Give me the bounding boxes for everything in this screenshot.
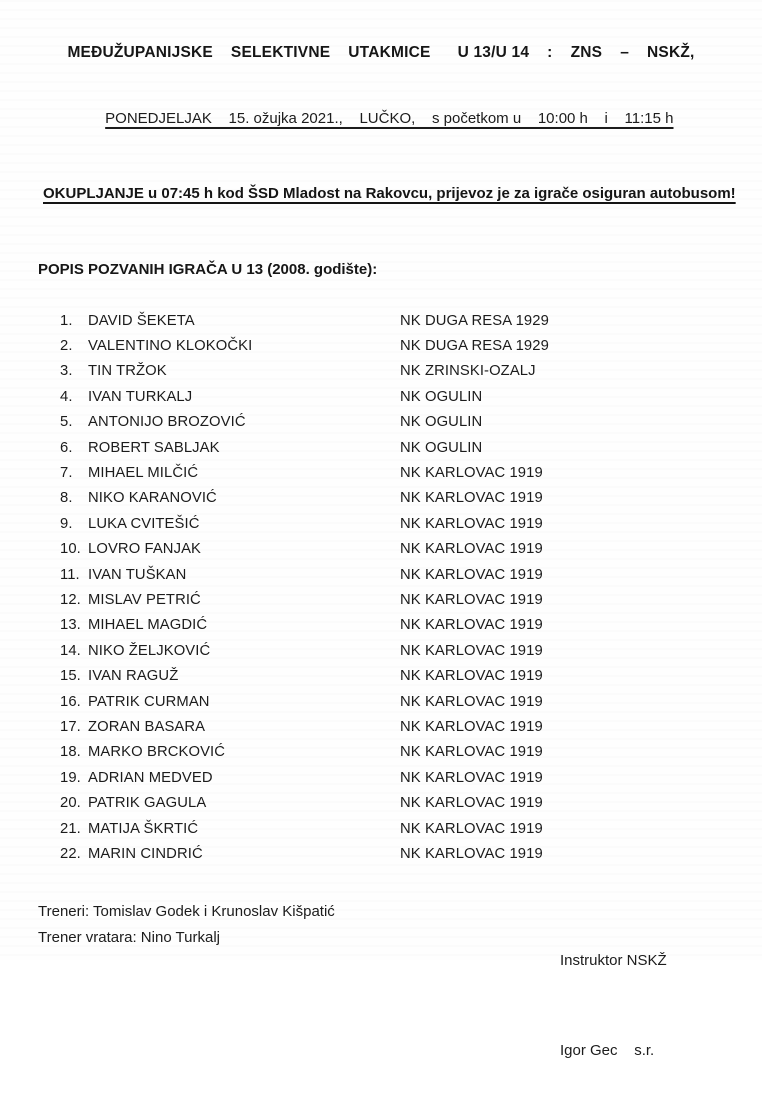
player-number: 15. bbox=[60, 668, 81, 685]
player-number: 22. bbox=[60, 845, 81, 862]
player-club: NK KARLOVAC 1919 bbox=[400, 718, 543, 735]
player-name: ROBERT SABLJAK bbox=[88, 439, 220, 456]
player-number: 19. bbox=[60, 769, 81, 786]
document-subtitle bbox=[26, 93, 736, 144]
player-number: 8. bbox=[60, 490, 73, 507]
player-name: MIHAEL MILČIĆ bbox=[88, 465, 199, 482]
table-row bbox=[60, 460, 736, 485]
table-row bbox=[60, 689, 736, 714]
table-row bbox=[60, 587, 736, 612]
player-name: NIKO ŽELJKOVIĆ bbox=[88, 642, 211, 659]
player-name: MARKO BRCKOVIĆ bbox=[88, 744, 226, 761]
table-row bbox=[60, 638, 736, 663]
table-row bbox=[60, 511, 736, 536]
player-number: 4. bbox=[60, 388, 73, 405]
player-number: 14. bbox=[60, 642, 81, 659]
table-row bbox=[60, 537, 736, 562]
player-number: 5. bbox=[60, 414, 73, 431]
player-number: 13. bbox=[60, 617, 81, 634]
table-row bbox=[60, 714, 736, 739]
table-row bbox=[60, 841, 736, 866]
player-club: NK KARLOVAC 1919 bbox=[400, 490, 543, 507]
assembly-notice bbox=[26, 168, 736, 219]
player-name: MATIJA ŠKRTIĆ bbox=[88, 820, 199, 837]
player-club: NK KARLOVAC 1919 bbox=[400, 515, 543, 532]
player-club: NK KARLOVAC 1919 bbox=[400, 541, 543, 558]
goalkeeper-coach-line: Trener vratara: Nino Turkalj bbox=[38, 928, 221, 946]
player-number: 17. bbox=[60, 718, 81, 735]
table-row bbox=[60, 333, 736, 358]
player-name: VALENTINO KLOKOČKI bbox=[88, 338, 253, 355]
player-number: 7. bbox=[60, 465, 73, 482]
player-club: NK DUGA RESA 1929 bbox=[400, 312, 549, 329]
player-club: NK KARLOVAC 1919 bbox=[400, 795, 543, 812]
player-name: LOVRO FANJAK bbox=[88, 541, 202, 558]
table-row bbox=[60, 765, 736, 790]
player-club: NK OGULIN bbox=[400, 439, 483, 456]
table-row bbox=[60, 486, 736, 511]
player-name: LUKA CVITEŠIĆ bbox=[88, 515, 200, 532]
table-row bbox=[60, 816, 736, 841]
notice-text: OKUPLJANJE u 07:45 h kod ŠSD Mladost na Rakovcu, prijevoz je za igrače osiguran autobusom! bbox=[43, 185, 736, 202]
table-row bbox=[60, 740, 736, 765]
player-name: MIHAEL MAGDIĆ bbox=[88, 617, 208, 634]
player-name: PATRIK GAGULA bbox=[88, 795, 207, 812]
table-row bbox=[60, 562, 736, 587]
player-club: NK KARLOVAC 1919 bbox=[400, 566, 543, 583]
player-number: 2. bbox=[60, 338, 73, 355]
signature-title: Instruktor NSKŽ bbox=[560, 952, 667, 969]
subtitle-text: PONEDJELJAK 15. ožujka 2021., LUČKO, s početkom u 10:00 h i 11:15 h bbox=[105, 110, 674, 127]
player-name: PATRIK CURMAN bbox=[88, 693, 210, 710]
table-row bbox=[60, 359, 736, 384]
table-row bbox=[60, 308, 736, 333]
player-club: NK KARLOVAC 1919 bbox=[400, 769, 543, 786]
table-row bbox=[60, 435, 736, 460]
player-name: ZORAN BASARA bbox=[88, 718, 206, 735]
player-club: NK KARLOVAC 1919 bbox=[400, 744, 543, 761]
table-row bbox=[60, 384, 736, 409]
table-row bbox=[60, 410, 736, 435]
player-club: NK KARLOVAC 1919 bbox=[400, 617, 543, 634]
player-name: MARIN CINDRIĆ bbox=[88, 845, 203, 862]
signature-name: Igor Gec s.r. bbox=[560, 1042, 655, 1059]
player-club: NK KARLOVAC 1919 bbox=[400, 465, 543, 482]
player-number: 10. bbox=[60, 541, 81, 558]
player-club: NK OGULIN bbox=[400, 388, 483, 405]
player-club: NK DUGA RESA 1929 bbox=[400, 338, 549, 355]
player-number: 6. bbox=[60, 439, 73, 456]
player-name: DAVID ŠEKETA bbox=[88, 312, 195, 329]
player-number: 20. bbox=[60, 795, 81, 812]
document-title: MEĐUŽUPANIJSKE SELEKTIVNE UTAKMICE U 13/U 14 : ZNS – NSKŽ, bbox=[67, 44, 695, 61]
player-name: TIN TRŽOK bbox=[88, 363, 167, 380]
player-number: 1. bbox=[60, 312, 73, 329]
player-list-heading: POPIS POZVANIH IGRAČA U 13 (2008. godište): bbox=[38, 261, 378, 278]
player-club: NK KARLOVAC 1919 bbox=[400, 820, 543, 837]
player-number: 3. bbox=[60, 363, 73, 380]
player-club: NK KARLOVAC 1919 bbox=[400, 642, 543, 659]
signature-block bbox=[560, 886, 667, 1096]
player-name: ANTONIJO BROZOVIĆ bbox=[88, 414, 246, 431]
player-club: NK KARLOVAC 1919 bbox=[400, 668, 543, 685]
player-number: 16. bbox=[60, 693, 81, 710]
player-name: IVAN TURKALJ bbox=[88, 388, 193, 405]
player-number: 9. bbox=[60, 515, 73, 532]
player-name: NIKO KARANOVIĆ bbox=[88, 490, 217, 507]
player-number: 21. bbox=[60, 820, 81, 837]
player-number: 11. bbox=[60, 566, 80, 583]
player-name: IVAN RAGUŽ bbox=[88, 668, 179, 685]
player-name: ADRIAN MEDVED bbox=[88, 769, 213, 786]
player-list bbox=[60, 308, 736, 867]
table-row bbox=[60, 613, 736, 638]
player-name: IVAN TUŠKAN bbox=[88, 566, 187, 583]
player-number: 12. bbox=[60, 591, 81, 608]
table-row bbox=[60, 663, 736, 688]
coaches-line: Treneri: Tomislav Godek i Krunoslav Kišpatić bbox=[38, 902, 335, 920]
player-club: NK KARLOVAC 1919 bbox=[400, 591, 543, 608]
player-club: NK KARLOVAC 1919 bbox=[400, 845, 543, 862]
table-row bbox=[60, 790, 736, 815]
player-club: NK OGULIN bbox=[400, 414, 483, 431]
player-club: NK KARLOVAC 1919 bbox=[400, 693, 543, 710]
player-club: NK ZRINSKI-OZALJ bbox=[400, 363, 536, 380]
player-number: 18. bbox=[60, 744, 81, 761]
player-name: MISLAV PETRIĆ bbox=[88, 591, 201, 608]
